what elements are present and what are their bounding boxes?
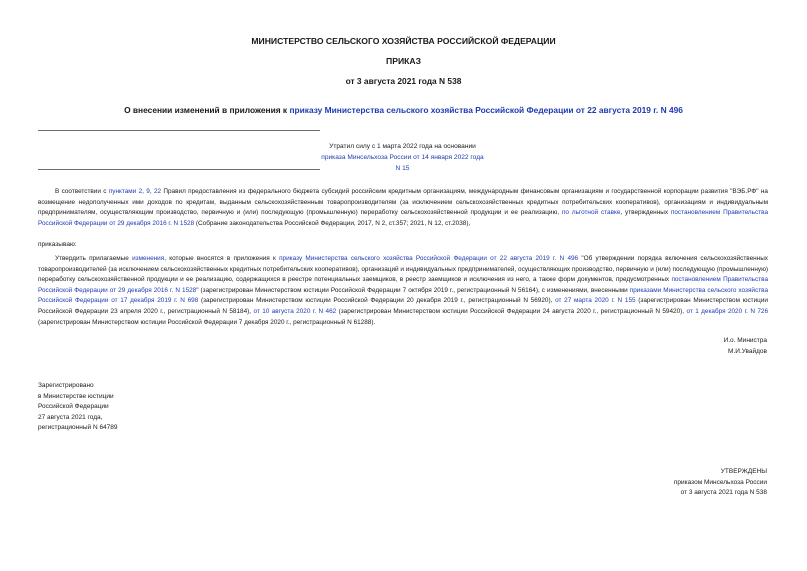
orders-word: приказываю: bbox=[38, 241, 77, 248]
text-fragment: (зарегистрирован Министерством юстиции Российской Федерации 20 декабря 2019 г., регистрационный N 56920), bbox=[198, 297, 556, 305]
text-fragment: (Собрание законодательства Российской Федерации, 2017, N 2, ст.357; 2021, N 12, ст.2038), bbox=[194, 219, 471, 227]
approval-line: УТВЕРЖДЕНЫ bbox=[720, 468, 767, 475]
divider-top bbox=[38, 130, 320, 131]
signature-name: М.И.Увайдов bbox=[728, 347, 767, 355]
link-preferential-rate[interactable]: по льготной ставке bbox=[561, 209, 621, 217]
link-order-155[interactable]: от 27 марта 2020 г. N 155 bbox=[555, 297, 636, 305]
text-fragment: Утвердить прилагаемые bbox=[55, 255, 133, 262]
registration-line: регистрационный N 64789 bbox=[38, 424, 118, 432]
link-item-2[interactable]: пунктами 2 bbox=[108, 188, 143, 195]
registration-line: Зарегистрировано bbox=[38, 382, 94, 389]
doc-type-heading: ПРИКАЗ bbox=[386, 56, 421, 66]
text-fragment: (зарегистрирован Министерством юстиции Российской Федерации 7 декабря 2020 г., регистрационный N 61288). bbox=[38, 318, 376, 326]
approval-block bbox=[674, 467, 767, 499]
text-fragment: (зарегистрирован Министерством юстиции Российской Федерации 23 апреля 2020 г., регистрационный N 58184), bbox=[38, 297, 768, 315]
doc-title bbox=[0, 105, 807, 115]
approval-line: приказом Минсельхоза России bbox=[673, 478, 767, 486]
doc-date-number: от 3 августа 2021 года N 538 bbox=[345, 76, 462, 86]
divider-bottom bbox=[38, 169, 320, 170]
preamble-paragraph bbox=[38, 187, 768, 229]
status-note bbox=[320, 141, 485, 174]
link-order-496[interactable]: приказу Министерства сельского хозяйства Российской Федерации от 22 августа 2019 г. N 496 bbox=[279, 255, 579, 262]
registration-line: Российской Федерации bbox=[38, 403, 109, 411]
link-resolution-1528-b[interactable]: постановлением Правительства Российской Федерации от 29 декабря 2016 г. N 1528 bbox=[38, 276, 768, 294]
text-fragment: (зарегистрирован Министерством юстиции Российской Федерации 24 августа 2020 г., регистрационный N 59420), bbox=[336, 307, 687, 315]
link-order-726[interactable]: от 1 декабря 2020 г. N 726 bbox=[686, 307, 769, 315]
text-fragment: , bbox=[142, 188, 147, 195]
text-fragment: , которые вносятся в приложения к bbox=[164, 255, 280, 262]
text-fragment: , утвержденных bbox=[620, 209, 671, 217]
text-fragment: "Об утверждении порядка включения сельскохозяйственных товаропроизводителей (за исключением сельскохозяйственных кредитных потребительских кооперативов), организаций и индивидуальных предпринимателей, осуществляющих производство, первичную и (или) последующую (промышленную) переработку сельскохозяйственной продукции и ее реализацию, содержащихся в реестре потенциальных заемщиков, в реестр заемщиков и исключения из него, а также форм документов, предусмотренных bbox=[38, 255, 768, 284]
signature-block bbox=[724, 336, 767, 357]
approval-line: от 3 августа 2021 года N 538 bbox=[680, 489, 767, 497]
link-item-22[interactable]: 22 bbox=[153, 188, 162, 195]
text-fragment: В соответствии с bbox=[55, 188, 109, 195]
registration-block bbox=[38, 381, 118, 434]
ministry-heading: МИНИСТЕРСТВО СЕЛЬСКОГО ХОЗЯЙСТВА РОССИЙСКОЙ ФЕДЕРАЦИИ bbox=[251, 36, 556, 46]
link-order-462[interactable]: от 10 августа 2020 г. N 462 bbox=[253, 307, 337, 315]
text-fragment: Правил предоставления из федерального бюджета субсидий российским кредитным организациям, международным финансовым организациям и государственной корпорации развития "ВЭБ.РФ" на возмещение недополученных ими доходов по кредитам, выданным сельскохозяйственным товаропроизводителям (за исключением сельскохозяйственных кредитных потребительских кооперативов), организациям и индивидуальным предпринимателям, осуществляющим производство, первичную и (или) последующую (промышленную) переработку сельскохозяйственной продукции и ее реализацию, bbox=[38, 188, 768, 217]
link-item-9[interactable]: 9 bbox=[146, 188, 150, 195]
link-order-698[interactable]: приказами Министерства сельского хозяйства Российской Федерации от 17 декабря 2019 г. N 698 bbox=[38, 286, 768, 305]
status-note-link[interactable]: приказа Минсельхоза России от 14 января 2022 года N 15 bbox=[321, 154, 484, 172]
doc-title-link[interactable]: приказу Министерства сельского хозяйства Российской Федерации от 22 августа 2019 г. N 496 bbox=[289, 105, 683, 115]
signature-position: И.о. Министра bbox=[723, 337, 767, 344]
link-resolution-1528[interactable]: постановлением Правительства Российской Федерации от 29 декабря 2016 г. N 1528 bbox=[38, 209, 768, 227]
link-changes[interactable]: изменения bbox=[132, 255, 165, 262]
operative-paragraph bbox=[38, 254, 768, 328]
status-note-text: Утратил силу с 1 марта 2022 года на основании bbox=[329, 143, 476, 150]
registration-line: в Министерстве юстиции bbox=[38, 392, 114, 400]
text-fragment: , bbox=[149, 188, 154, 195]
doc-title-text: О внесении изменений в приложения к bbox=[124, 105, 290, 115]
registration-line: 27 августа 2021 года, bbox=[38, 413, 103, 421]
text-fragment: " (зарегистрирован Министерством юстиции Российской Федерации 7 октября 2019 г., регистрационный N 56164), с изменениями, внесенными bbox=[196, 286, 630, 294]
